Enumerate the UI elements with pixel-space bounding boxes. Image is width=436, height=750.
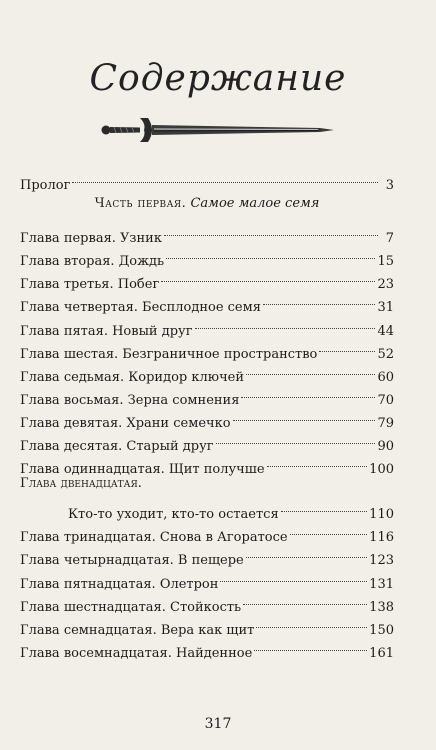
toc-entry-label: Глава одиннадцатая. Щит получше xyxy=(20,462,265,478)
toc-entry-label: Глава седьмая. Коридор ключей xyxy=(20,369,245,385)
dot-leader xyxy=(216,420,376,444)
toc-entry-page: 44 xyxy=(377,323,394,339)
dot-leader xyxy=(243,581,367,605)
toc-entry-page: 79 xyxy=(377,415,394,431)
dot-leader xyxy=(220,557,367,581)
toc-entry-page: 60 xyxy=(377,369,394,385)
toc-entry-page: 100 xyxy=(369,462,394,478)
toc-entry-prologue[interactable] xyxy=(20,165,394,194)
toc-entry-label: Глава семнадцатая. Вера как щит xyxy=(20,622,255,638)
toc-entry-label: Глава восьмая. Зерна сомнения xyxy=(20,392,240,408)
dot-leader xyxy=(246,351,375,375)
toc-entry-label: Глава шестая. Безграничное пространство xyxy=(20,346,318,362)
part-name: Часть первая. xyxy=(94,196,187,212)
toc-entry-page: 52 xyxy=(377,346,394,362)
chapter-list xyxy=(20,218,394,478)
toc-entry-page: 31 xyxy=(377,300,394,316)
dot-leader xyxy=(72,159,378,183)
toc-entry-page: 23 xyxy=(377,277,394,293)
toc-entry-page: 3 xyxy=(385,178,394,194)
part-subtitle: Самое малое семя xyxy=(190,196,320,212)
toc-entry-label: Глава пятая. Новый друг xyxy=(20,323,193,339)
toc-entry-label: Глава тринадцатая. Снова в Агоратосе xyxy=(20,530,288,546)
dot-leader xyxy=(290,511,368,535)
toc-entry-label: Глава вторая. Дождь xyxy=(20,254,165,270)
dot-leader xyxy=(254,627,367,651)
toc-entry-label: Пролог xyxy=(20,178,71,194)
toc-entry-label: Глава четырнадцатая. В пещере xyxy=(20,553,244,569)
toc-entry-label: Глава третья. Побег xyxy=(20,277,160,293)
toc-entry-label: Глава девятая. Храни семечко xyxy=(20,415,231,431)
toc-entry-page: 7 xyxy=(385,231,394,247)
dot-leader xyxy=(233,397,376,421)
toc-entry-label: Глава пятнадцатая. Олетрон xyxy=(20,576,219,592)
toc-entry-page: 150 xyxy=(369,622,394,638)
sword-icon xyxy=(100,114,336,146)
toc-entry-page: 110 xyxy=(369,507,394,523)
toc-entry-page: 123 xyxy=(369,553,394,569)
toc-entry-label: Глава первая. Узник xyxy=(20,231,162,247)
toc-entry-page: 138 xyxy=(369,599,394,615)
toc-entry-page: 116 xyxy=(369,530,394,546)
toc-entry-label: Глава восемнадцатая. Найденное xyxy=(20,645,253,661)
toc-entry-page: 131 xyxy=(369,576,394,592)
toc-entry-page: 70 xyxy=(377,392,394,408)
dot-leader xyxy=(161,258,375,282)
toc-entry-label: Глава шестнадцатая. Стойкость xyxy=(20,599,242,615)
dot-leader xyxy=(164,212,378,236)
dot-leader xyxy=(246,534,367,558)
page-number: 317 xyxy=(204,716,232,732)
dot-leader xyxy=(267,443,368,467)
toc-entry-page: 15 xyxy=(377,254,394,270)
table-of-contents xyxy=(20,165,394,661)
toc-entry-label: Глава двенадцатая. xyxy=(20,476,142,492)
toc-entry-label: Глава четвертая. Бесплодное семя xyxy=(20,300,261,316)
toc-entry-label: Кто-то уходит, кто-то остается xyxy=(68,507,279,523)
dot-leader xyxy=(319,328,375,352)
dot-leader xyxy=(195,304,376,328)
dot-leader xyxy=(263,281,376,305)
page-title: Содержание xyxy=(89,58,347,99)
dot-leader xyxy=(166,235,375,259)
chapter-list xyxy=(20,517,394,661)
toc-entry-page: 161 xyxy=(369,645,394,661)
toc-entry-page: 90 xyxy=(377,439,394,455)
toc-entry-label: Глава десятая. Старый друг xyxy=(20,439,214,455)
dot-leader xyxy=(256,604,367,628)
dot-leader xyxy=(241,374,375,398)
dot-leader xyxy=(281,488,368,512)
